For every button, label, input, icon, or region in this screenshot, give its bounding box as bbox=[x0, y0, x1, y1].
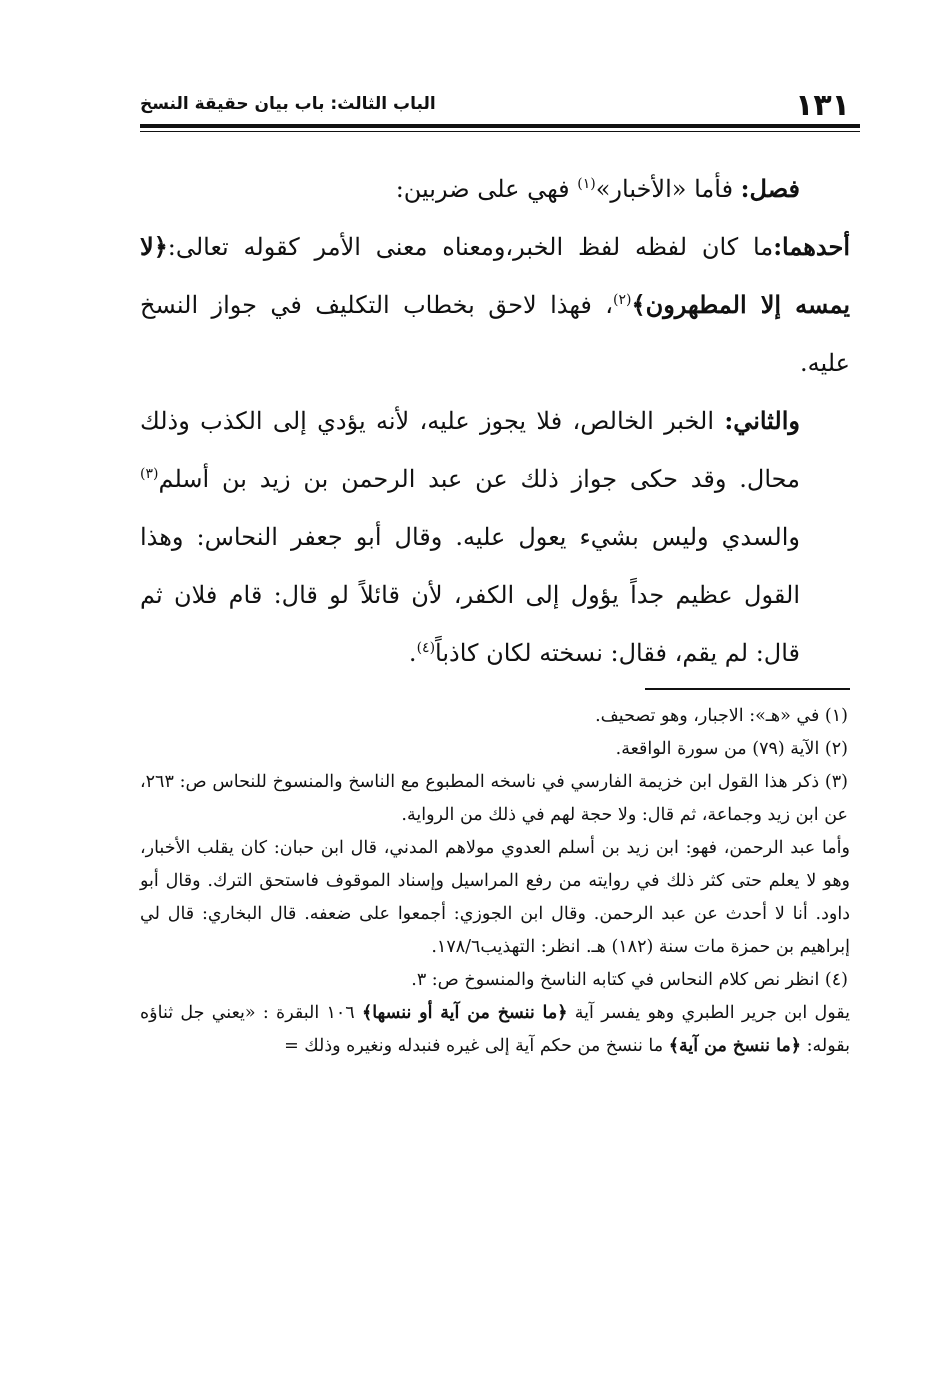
paragraph-3 bbox=[140, 392, 850, 682]
running-title: الباب الثالث: باب بيان حقيقة النسخ bbox=[140, 94, 436, 114]
header-rule-thin bbox=[140, 131, 860, 132]
footnote-4: (٤) انظر نص كلام النحاس في كتابه الناسخ والمنسوخ ص: ٣. bbox=[411, 970, 848, 990]
footnote-2: (٢) الآية (٧٩) من سورة الواقعة. bbox=[615, 739, 848, 759]
paragraph-2-text-a: ما كان لفظه لفظ الخبر،ومعناه معنى الأمر كقوله تعالى: bbox=[167, 233, 774, 261]
footnote-3: (٣) ذكر هذا القول ابن خزيمة الفارسي في ناسخه المطبوع مع الناسخ والمنسوخ للنحاس ص: ٢٦٣، عن ابن زيد وجماعة، ثم قال: ولا حجة لهم في ذلك من الرواية. bbox=[140, 772, 848, 825]
footnote-3-continued: وأما عبد الرحمن، فهو: ابن زيد بن أسلم العدوي مولاهم المدني، قال ابن حبان: كان يقلب الأخبار، وهو لا يعلم حتى كثر ذلك في روايته من رفع المراسيل وإسناد الموقوف فاستحق الترك. وقال أبو داود. أنا لا أحدث عن عبد الرحمن. وقال ابن الجوزي: أجمعوا على ضعفه. قال البخاري: قال لي إبراهيم بن حمزة مات سنة (١٨٢) هـ. انظر: التهذيب١٧٨/٦. bbox=[140, 838, 850, 957]
header-rule-thick bbox=[140, 124, 860, 128]
footnote-ref-1: (١) bbox=[577, 176, 596, 192]
paragraph-3-end: . bbox=[408, 639, 417, 667]
quran-verse-1: ﴿لا يمسه إلا المطهرون﴾ bbox=[140, 232, 850, 319]
paragraph-2-text-b: ، فهذا لاحق بخطاب التكليف في جواز النسخ عليه. bbox=[140, 291, 850, 377]
footnote-ref-4: (٤) bbox=[416, 640, 436, 656]
main-text bbox=[140, 160, 850, 682]
paragraph-1-text-a: فأما «الأخبار» bbox=[595, 175, 741, 203]
paragraph-3-text-b: والسدي وليس بشيء يعول عليه. وقال أبو جعفر النحاس: وهذا القول عظيم جداً يؤول إلى الكفر، لأن قائلاً لو قال: قام فلان ثم قال: لم يقم، فقال: نسخته لكان كاذباً bbox=[140, 523, 800, 667]
quran-verse-2: ﴿ما ننسخ من آية أو ننسها﴾ bbox=[361, 1003, 568, 1023]
footnotes bbox=[140, 700, 850, 1063]
footnote-4-continued bbox=[140, 997, 850, 1063]
section-label: فصل: bbox=[740, 174, 800, 203]
footnote-ref-2: (٢) bbox=[613, 292, 632, 308]
footnote-separator bbox=[645, 688, 850, 690]
footnote-4-text-end: ما ننسخ من حكم آية إلى غيره فنبدله ونغيره وذلك = bbox=[284, 1036, 669, 1056]
quran-verse-3: ﴿ما ننسخ من آية﴾ bbox=[668, 1036, 802, 1056]
paragraph-2 bbox=[140, 218, 850, 392]
footnote-4-text-mid: ١٠٦ البقرة : «يعني جل ثناؤه بقوله: bbox=[140, 1003, 850, 1056]
page-number: ١٣١ bbox=[795, 88, 850, 123]
paragraph-1 bbox=[140, 160, 850, 218]
footnote-1: (١) في «هـ»: الاجبار، وهو تصحيف. bbox=[595, 706, 848, 726]
footnote-ref-3: (٣) bbox=[140, 466, 159, 482]
footnote-4-text-a: يقول ابن جرير الطبري وهو يفسر آية bbox=[567, 1003, 850, 1023]
paragraph-1-text-b: فهي على ضربين: bbox=[395, 175, 578, 203]
paragraph-3-text-a: الخبر الخالص، فلا يجوز عليه، لأنه يؤدي إلى الكذب وذلك محال. وقد حكى جواز ذلك عن عبد الرحمن بن زيد بن أسلم bbox=[140, 407, 801, 493]
page-header bbox=[140, 88, 860, 122]
second-type-label: والثاني: bbox=[724, 406, 800, 435]
first-type-label: أحدهما: bbox=[773, 232, 850, 261]
